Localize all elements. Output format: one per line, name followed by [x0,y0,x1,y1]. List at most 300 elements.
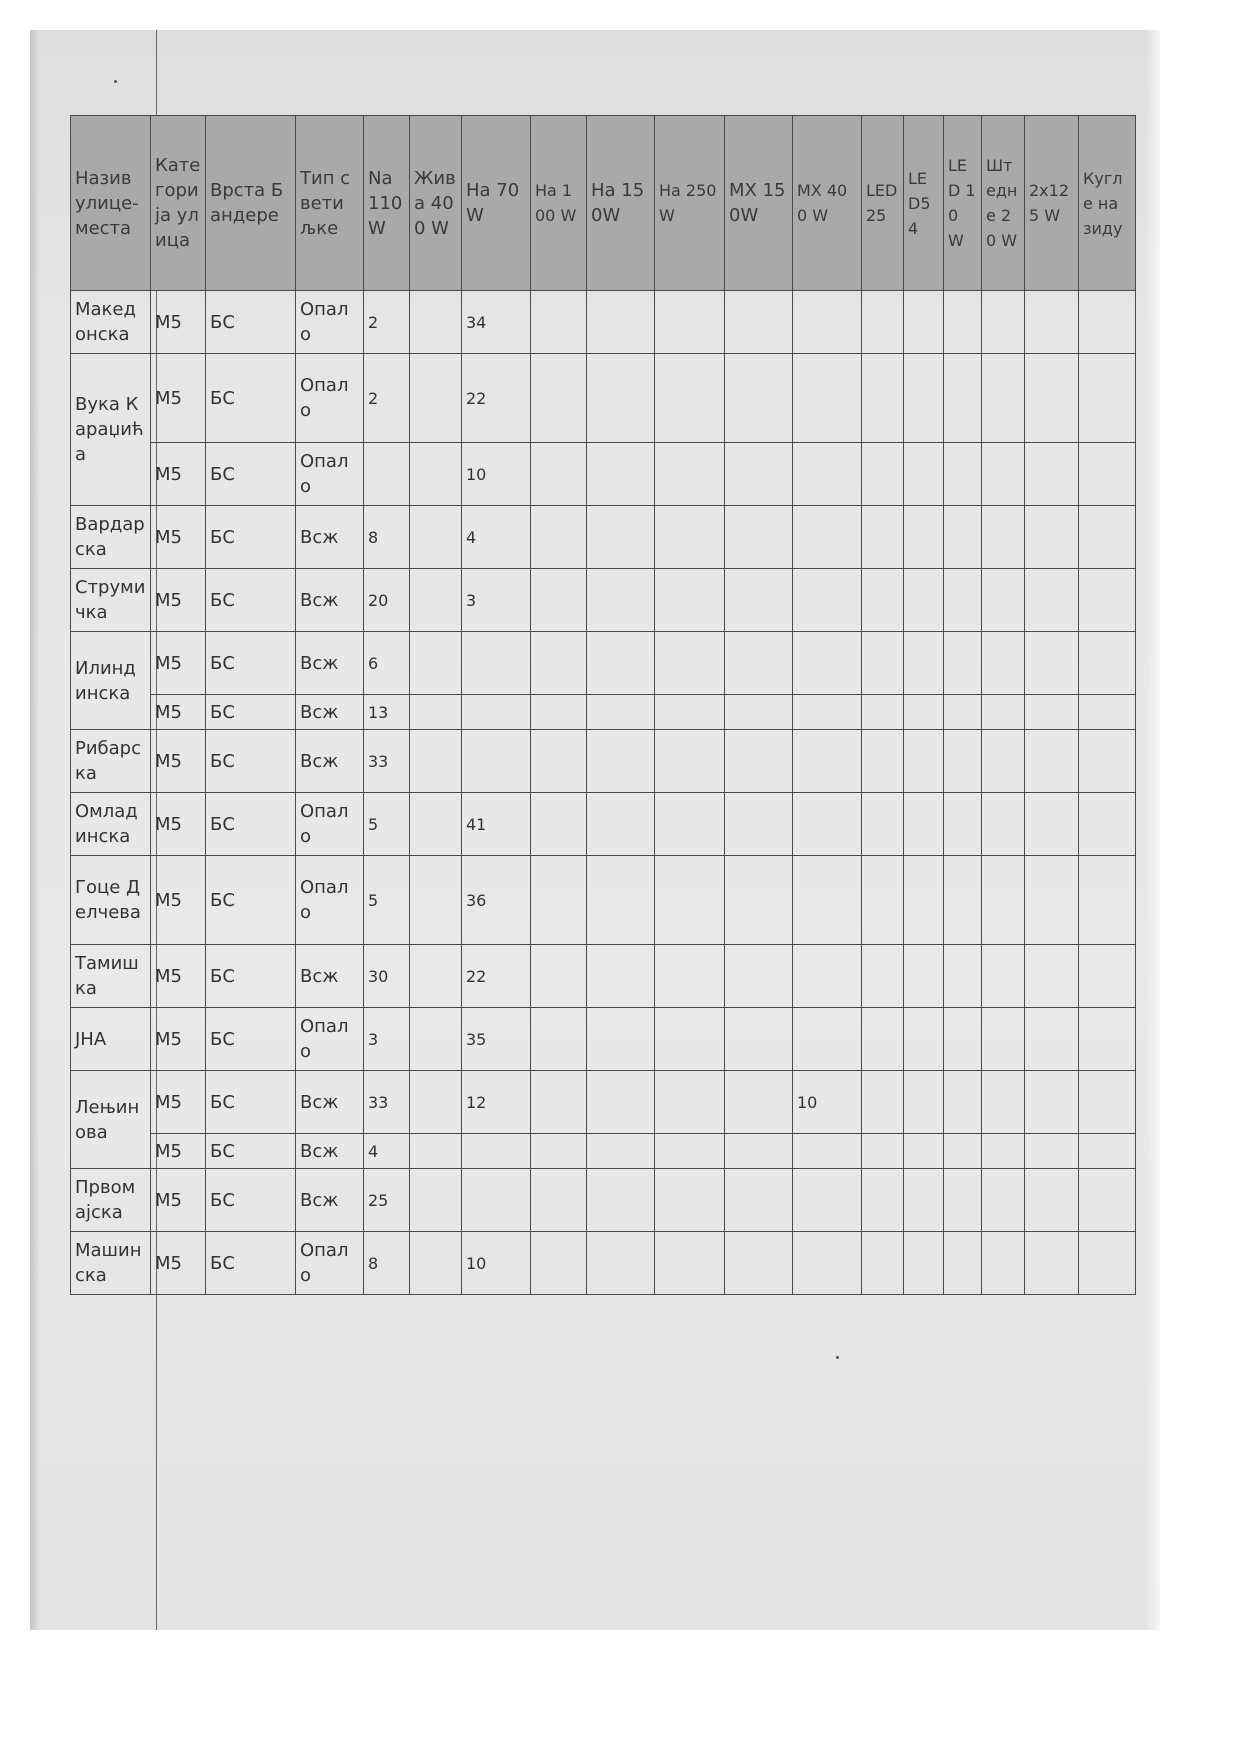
led-25-cell [862,1008,904,1071]
led-10w-cell [944,945,982,1008]
na-150w-cell [587,1071,655,1134]
ziva-400w-cell [410,1008,462,1071]
mh-400w-cell: 10 [793,1071,862,1134]
energy-saving-20w-cell [982,1169,1025,1232]
led-54-cell [904,1008,944,1071]
energy-saving-20w-cell [982,1134,1025,1169]
wall-globes-cell [1079,945,1136,1008]
lamp-type-cell: Опало [296,1232,364,1295]
led-10w-cell [944,1008,982,1071]
header-na-100w: На 100 W [531,116,587,291]
header-na-250w: На 250 W [655,116,725,291]
na-110w-cell: 25 [364,1169,410,1232]
na-150w-cell [587,354,655,443]
table-row [71,506,1136,569]
mh-150w-cell [725,443,793,506]
pole-type-cell: БС [206,945,296,1008]
mh-400w-cell [793,856,862,945]
na-250w-cell [655,1232,725,1295]
wall-globes-cell [1079,695,1136,730]
na-70w-cell: 10 [462,443,531,506]
led-54-cell [904,632,944,695]
mh-150w-cell [725,291,793,354]
wall-globes-cell [1079,354,1136,443]
na-70w-cell: 36 [462,856,531,945]
mh-400w-cell [793,506,862,569]
street-category-cell: M5 [151,945,206,1008]
na-100w-cell [531,1169,587,1232]
pole-type-cell: БС [206,1071,296,1134]
na-100w-cell [531,695,587,730]
wall-globes-cell [1079,1008,1136,1071]
2x125w-cell [1025,730,1079,793]
na-150w-cell [587,1134,655,1169]
lamp-type-cell: Всж [296,506,364,569]
lamp-type-cell: Всж [296,695,364,730]
led-25-cell [862,506,904,569]
ziva-400w-cell [410,354,462,443]
ziva-400w-cell [410,632,462,695]
mh-400w-cell [793,1232,862,1295]
wall-globes-cell [1079,793,1136,856]
na-110w-cell: 5 [364,793,410,856]
led-54-cell [904,1169,944,1232]
led-10w-cell [944,354,982,443]
pole-type-cell: БС [206,354,296,443]
ziva-400w-cell [410,856,462,945]
na-70w-cell: 41 [462,793,531,856]
pole-type-cell: БС [206,632,296,695]
2x125w-cell [1025,1008,1079,1071]
street-name-cell: ЈНА [71,1008,151,1071]
led-25-cell [862,632,904,695]
led-54-cell [904,856,944,945]
na-250w-cell [655,1169,725,1232]
ziva-400w-cell [410,291,462,354]
lamp-type-cell: Опало [296,354,364,443]
na-150w-cell [587,443,655,506]
street-name-cell: Вука Караџића [71,354,151,506]
header-mh-150w: МХ 150W [725,116,793,291]
2x125w-cell [1025,695,1079,730]
wall-globes-cell [1079,1071,1136,1134]
na-150w-cell [587,632,655,695]
header-led-54: LED54 [904,116,944,291]
led-10w-cell [944,1169,982,1232]
mh-400w-cell [793,1169,862,1232]
led-54-cell [904,443,944,506]
wall-globes-cell [1079,856,1136,945]
led-25-cell [862,443,904,506]
mh-400w-cell [793,443,862,506]
led-10w-cell [944,1071,982,1134]
led-25-cell [862,291,904,354]
na-110w-cell: 20 [364,569,410,632]
street-category-cell: M5 [151,632,206,695]
table-row [71,1008,1136,1071]
2x125w-cell [1025,354,1079,443]
header-led-10w: LED 10 W [944,116,982,291]
ziva-400w-cell [410,1232,462,1295]
mh-400w-cell [793,1008,862,1071]
scan-speck [836,1356,839,1359]
street-category-cell: M5 [151,730,206,793]
scan-speck [114,80,117,83]
led-25-cell [862,793,904,856]
na-100w-cell [531,443,587,506]
na-250w-cell [655,506,725,569]
header-ziva-400w: Жива 400 W [410,116,462,291]
pole-type-cell: БС [206,569,296,632]
header-na-150w: На 150W [587,116,655,291]
na-100w-cell [531,856,587,945]
street-category-cell: M5 [151,1071,206,1134]
energy-saving-20w-cell [982,856,1025,945]
energy-saving-20w-cell [982,569,1025,632]
na-150w-cell [587,695,655,730]
street-name-cell: Лењинова [71,1071,151,1169]
lamp-type-cell: Опало [296,443,364,506]
na-250w-cell [655,730,725,793]
street-name-cell: Машинска [71,1232,151,1295]
na-70w-cell: 12 [462,1071,531,1134]
header-street-category: Категорија улица [151,116,206,291]
table-row [71,569,1136,632]
street-category-cell: M5 [151,443,206,506]
na-100w-cell [531,291,587,354]
mh-150w-cell [725,1134,793,1169]
mh-150w-cell [725,354,793,443]
na-70w-cell: 34 [462,291,531,354]
energy-saving-20w-cell [982,354,1025,443]
na-100w-cell [531,1008,587,1071]
na-250w-cell [655,1134,725,1169]
led-10w-cell [944,695,982,730]
bleed-through-text [460,10,780,56]
na-100w-cell [531,632,587,695]
na-150w-cell [587,506,655,569]
na-110w-cell: 33 [364,730,410,793]
led-10w-cell [944,291,982,354]
pole-type-cell: БС [206,1134,296,1169]
na-250w-cell [655,1071,725,1134]
street-lighting-table [70,115,1136,1295]
led-25-cell [862,695,904,730]
mh-400w-cell [793,569,862,632]
mh-400w-cell [793,291,862,354]
led-25-cell [862,730,904,793]
na-110w-cell: 13 [364,695,410,730]
led-10w-cell [944,730,982,793]
2x125w-cell [1025,1134,1079,1169]
street-category-cell: M5 [151,569,206,632]
na-70w-cell: 3 [462,569,531,632]
2x125w-cell [1025,506,1079,569]
na-110w-cell: 8 [364,506,410,569]
led-54-cell [904,945,944,1008]
street-category-cell: M5 [151,695,206,730]
na-70w-cell: 22 [462,354,531,443]
mh-150w-cell [725,1232,793,1295]
energy-saving-20w-cell [982,793,1025,856]
header-na-110w: Na 110 W [364,116,410,291]
street-name-cell: Вардарска [71,506,151,569]
energy-saving-20w-cell [982,443,1025,506]
pole-type-cell: БС [206,730,296,793]
street-name-cell: Струмичка [71,569,151,632]
ziva-400w-cell [410,1071,462,1134]
mh-400w-cell [793,793,862,856]
led-54-cell [904,506,944,569]
lamp-type-cell: Всж [296,1071,364,1134]
na-250w-cell [655,569,725,632]
led-54-cell [904,730,944,793]
na-100w-cell [531,354,587,443]
mh-400w-cell [793,1134,862,1169]
pole-type-cell: БС [206,856,296,945]
led-25-cell [862,1169,904,1232]
na-150w-cell [587,793,655,856]
pole-type-cell: БС [206,793,296,856]
led-10w-cell [944,1134,982,1169]
na-250w-cell [655,695,725,730]
na-150w-cell [587,1232,655,1295]
street-category-cell: M5 [151,856,206,945]
na-250w-cell [655,793,725,856]
table-row [71,793,1136,856]
table-row [71,632,1136,695]
na-70w-cell [462,632,531,695]
street-name-cell: Македонска [71,291,151,354]
mh-150w-cell [725,1071,793,1134]
mh-150w-cell [725,632,793,695]
header-wall-globes: Кугле на зиду [1079,116,1136,291]
2x125w-cell [1025,291,1079,354]
led-54-cell [904,569,944,632]
2x125w-cell [1025,632,1079,695]
na-250w-cell [655,945,725,1008]
street-category-cell: M5 [151,354,206,443]
header-na-70w: На 70W [462,116,531,291]
na-110w-cell: 30 [364,945,410,1008]
led-54-cell [904,695,944,730]
2x125w-cell [1025,945,1079,1008]
ziva-400w-cell [410,945,462,1008]
2x125w-cell [1025,856,1079,945]
led-10w-cell [944,569,982,632]
na-70w-cell: 35 [462,1008,531,1071]
pole-type-cell: БС [206,695,296,730]
header-energy-saving-20w: Штедне 20 W [982,116,1025,291]
wall-globes-cell [1079,1169,1136,1232]
2x125w-cell [1025,1169,1079,1232]
lamp-type-cell: Опало [296,1008,364,1071]
led-54-cell [904,1232,944,1295]
na-250w-cell [655,291,725,354]
table-row [71,443,1136,506]
led-54-cell [904,1071,944,1134]
table-row [71,730,1136,793]
na-70w-cell [462,1134,531,1169]
energy-saving-20w-cell [982,730,1025,793]
na-110w-cell: 5 [364,856,410,945]
ziva-400w-cell [410,1169,462,1232]
table-row [71,1071,1136,1134]
ziva-400w-cell [410,569,462,632]
na-110w-cell: 2 [364,354,410,443]
na-100w-cell [531,1071,587,1134]
street-name-cell: Гоце Делчева [71,856,151,945]
na-250w-cell [655,354,725,443]
na-70w-cell [462,1169,531,1232]
energy-saving-20w-cell [982,1071,1025,1134]
energy-saving-20w-cell [982,695,1025,730]
wall-globes-cell [1079,506,1136,569]
mh-150w-cell [725,569,793,632]
na-70w-cell [462,730,531,793]
wall-globes-cell [1079,632,1136,695]
energy-saving-20w-cell [982,1232,1025,1295]
mh-150w-cell [725,506,793,569]
led-25-cell [862,354,904,443]
mh-150w-cell [725,945,793,1008]
na-70w-cell: 4 [462,506,531,569]
header-mh-400w: МХ 400 W [793,116,862,291]
na-150w-cell [587,1169,655,1232]
na-250w-cell [655,632,725,695]
table-body [71,291,1136,1295]
ziva-400w-cell [410,506,462,569]
lamp-type-cell: Опало [296,793,364,856]
street-category-cell: M5 [151,1169,206,1232]
lamp-type-cell: Всж [296,730,364,793]
na-150w-cell [587,291,655,354]
mh-400w-cell [793,730,862,793]
na-150w-cell [587,856,655,945]
header-pole-type: Врста Бандере [206,116,296,291]
led-10w-cell [944,632,982,695]
pole-type-cell: БС [206,443,296,506]
led-25-cell [862,856,904,945]
ziva-400w-cell [410,1134,462,1169]
table-row [71,1134,1136,1169]
lamp-type-cell: Всж [296,569,364,632]
led-25-cell [862,1134,904,1169]
street-category-cell: M5 [151,506,206,569]
header-street-name: Назив улице-места [71,116,151,291]
2x125w-cell [1025,443,1079,506]
wall-globes-cell [1079,1232,1136,1295]
na-250w-cell [655,443,725,506]
header-lamp-type: Тип светиљке [296,116,364,291]
led-25-cell [862,1071,904,1134]
mh-400w-cell [793,695,862,730]
table-row [71,856,1136,945]
pole-type-cell: БС [206,1169,296,1232]
na-110w-cell: 6 [364,632,410,695]
pole-type-cell: БС [206,506,296,569]
table-row [71,291,1136,354]
led-25-cell [862,569,904,632]
table-header-row [71,116,1136,291]
mh-150w-cell [725,856,793,945]
na-100w-cell [531,793,587,856]
na-110w-cell: 3 [364,1008,410,1071]
led-10w-cell [944,1232,982,1295]
lamp-type-cell: Всж [296,632,364,695]
na-100w-cell [531,506,587,569]
na-100w-cell [531,945,587,1008]
energy-saving-20w-cell [982,1008,1025,1071]
mh-150w-cell [725,695,793,730]
wall-globes-cell [1079,569,1136,632]
na-110w-cell: 8 [364,1232,410,1295]
na-150w-cell [587,730,655,793]
mh-150w-cell [725,793,793,856]
na-70w-cell: 22 [462,945,531,1008]
2x125w-cell [1025,1232,1079,1295]
na-250w-cell [655,1008,725,1071]
lamp-type-cell: Опало [296,291,364,354]
street-category-cell: M5 [151,1134,206,1169]
na-110w-cell: 4 [364,1134,410,1169]
mh-400w-cell [793,354,862,443]
table-row [71,1232,1136,1295]
energy-saving-20w-cell [982,291,1025,354]
street-name-cell: Омладинска [71,793,151,856]
led-54-cell [904,1134,944,1169]
wall-globes-cell [1079,291,1136,354]
ziva-400w-cell [410,695,462,730]
2x125w-cell [1025,1071,1079,1134]
street-name-cell: Илиндинска [71,632,151,730]
street-category-cell: M5 [151,291,206,354]
led-25-cell [862,945,904,1008]
na-100w-cell [531,569,587,632]
na-100w-cell [531,1232,587,1295]
led-54-cell [904,354,944,443]
scan-shadow-right [1146,30,1160,1630]
street-name-cell: Рибарска [71,730,151,793]
table-row [71,354,1136,443]
ziva-400w-cell [410,793,462,856]
mh-150w-cell [725,730,793,793]
2x125w-cell [1025,569,1079,632]
header-led-25: LED25 [862,116,904,291]
pole-type-cell: БС [206,1232,296,1295]
wall-globes-cell [1079,1134,1136,1169]
scan-shadow-left [30,30,40,1630]
energy-saving-20w-cell [982,632,1025,695]
wall-globes-cell [1079,730,1136,793]
street-category-cell: M5 [151,793,206,856]
mh-400w-cell [793,945,862,1008]
table-row [71,1169,1136,1232]
street-category-cell: M5 [151,1008,206,1071]
na-100w-cell [531,1134,587,1169]
led-10w-cell [944,856,982,945]
mh-400w-cell [793,632,862,695]
wall-globes-cell [1079,443,1136,506]
street-name-cell: Тамишка [71,945,151,1008]
led-10w-cell [944,506,982,569]
led-10w-cell [944,793,982,856]
table-row [71,945,1136,1008]
ziva-400w-cell [410,730,462,793]
header-2x125w: 2x125 W [1025,116,1079,291]
led-25-cell [862,1232,904,1295]
2x125w-cell [1025,793,1079,856]
